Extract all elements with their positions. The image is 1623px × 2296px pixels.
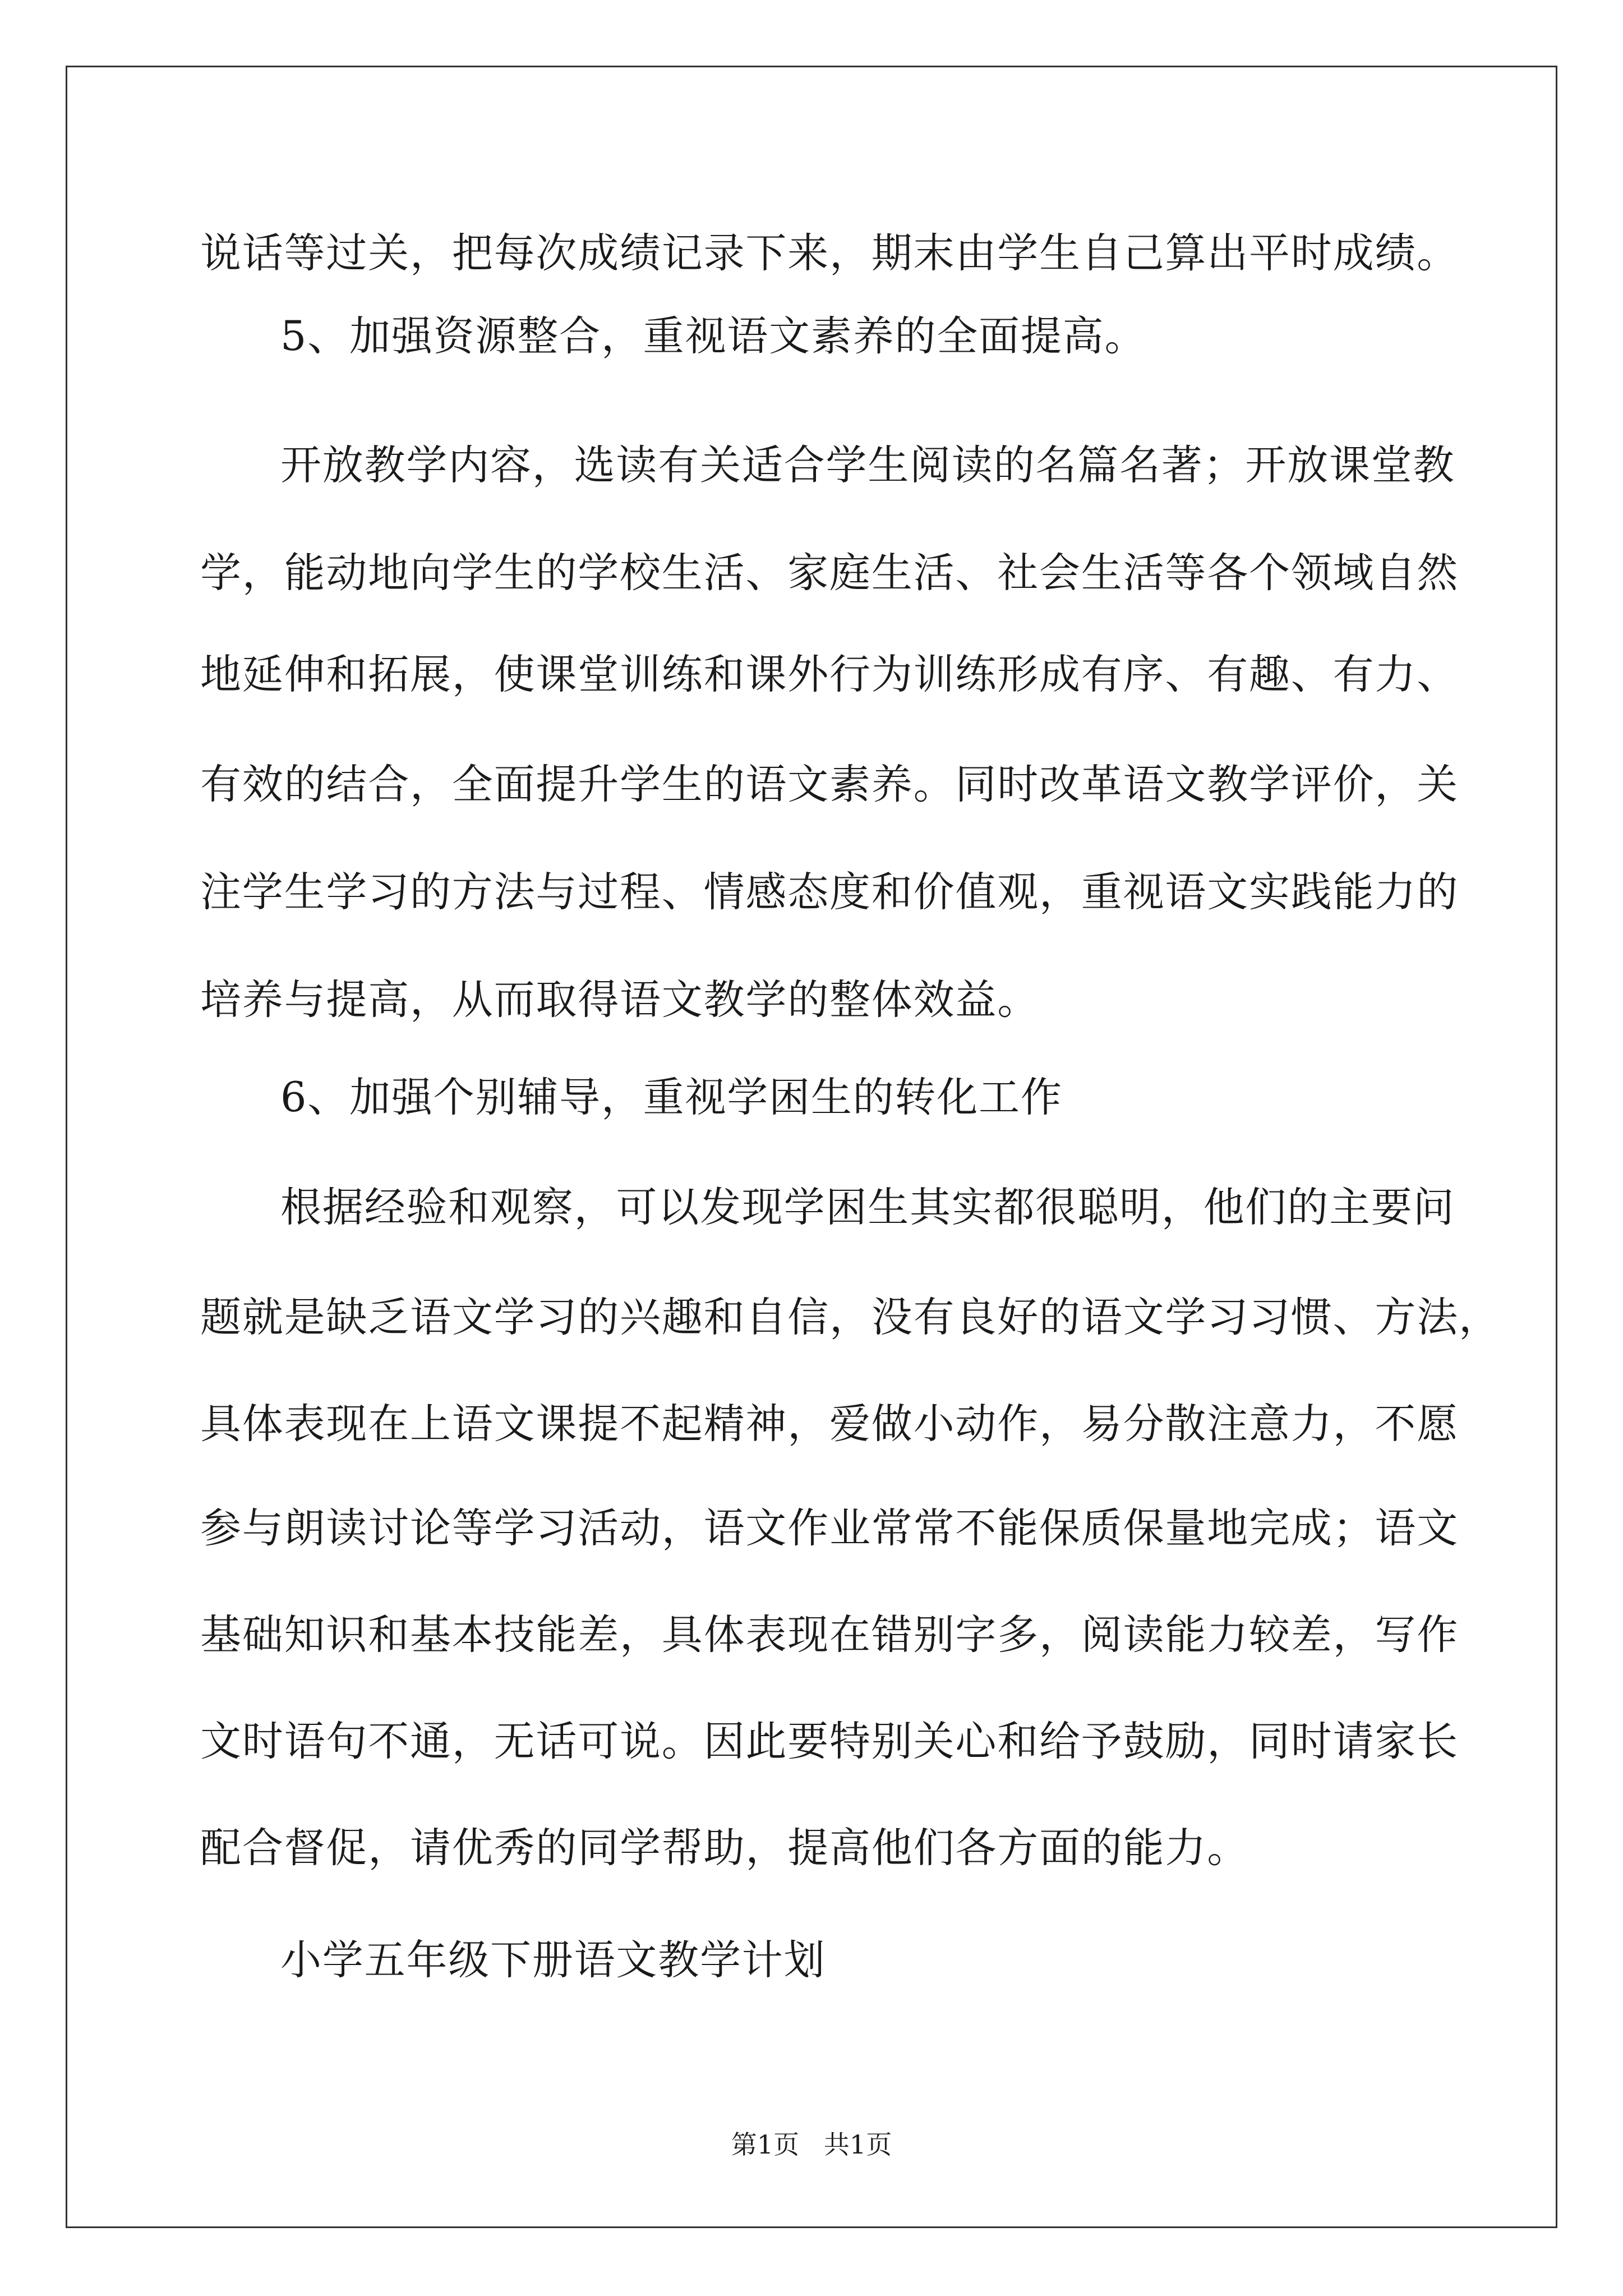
- page-border: [66, 66, 1557, 2228]
- text-line: 说话等过关，把每次成绩记录下来，期末由学生自己算出平时成绩。: [200, 229, 1459, 277]
- section-heading-6: 6、加强个别辅导，重视学困生的转化工作: [280, 1074, 1063, 1121]
- text-line: 地延伸和拓展，使课堂训练和课外行为训练形成有序、有趣、有力、: [200, 651, 1459, 698]
- text-line: 题就是缺乏语文学习的兴趣和自信，没有良好的语文学习习惯、方法，: [200, 1294, 1501, 1341]
- text-line: 根据经验和观察，可以发现学困生其实都很聪明，他们的主要问: [280, 1184, 1455, 1231]
- text-line: 文时语句不通，无话可说。因此要特别关心和给予鼓励，同时请家长: [200, 1718, 1459, 1765]
- text-line: 注学生学习的方法与过程、情感态度和价值观，重视语文实践能力的: [200, 868, 1459, 916]
- page-number: 第1页 共1页: [731, 2129, 892, 2160]
- text-line: 具体表现在上语文课提不起精神，爱做小动作，易分散注意力，不愿: [200, 1400, 1459, 1448]
- text-line: 参与朗读讨论等学习活动，语文作业常常不能保质保量地完成；语文: [200, 1504, 1459, 1552]
- text-line: 培养与提高，从而取得语文教学的整体效益。: [200, 976, 1039, 1024]
- text-line: 基础知识和基本技能差，具体表现在错别字多，阅读能力较差，写作: [200, 1611, 1459, 1659]
- text-line: 有效的结合，全面提升学生的语文素养。同时改革语文教学评价，关: [200, 761, 1459, 808]
- document-title-line: 小学五年级下册语文教学计划: [280, 1936, 826, 1984]
- text-line: 开放教学内容，选读有关适合学生阅读的名篇名著；开放课堂教: [280, 441, 1455, 489]
- text-line: 学，能动地向学生的学校生活、家庭生活、社会生活等各个领域自然: [200, 549, 1459, 597]
- section-heading-5: 5、加强资源整合，重视语文素养的全面提高。: [280, 312, 1147, 360]
- text-line: 配合督促，请优秀的同学帮助，提高他们各方面的能力。: [200, 1824, 1249, 1872]
